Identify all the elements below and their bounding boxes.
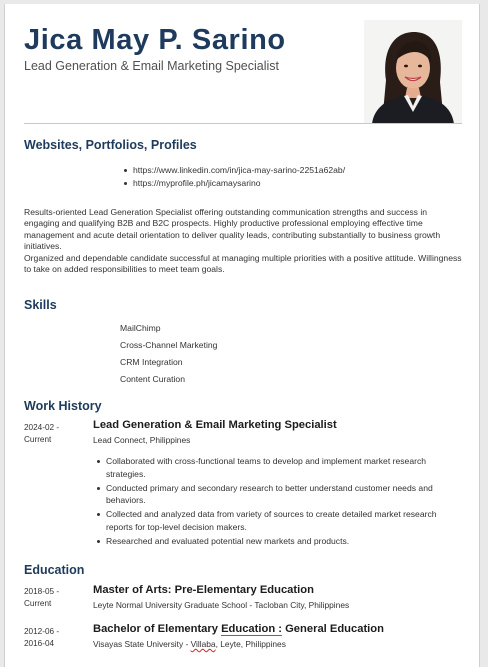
duty-item: Collaborated with cross-functional teams to develop and implement market research strategies.	[93, 455, 458, 480]
skill-item: Cross-Channel Marketing	[120, 340, 218, 350]
skills-heading: Skills	[24, 298, 57, 312]
job-date-start: 2024-02 -	[24, 423, 60, 432]
websites-heading: Websites, Portfolios, Profiles	[24, 138, 197, 152]
myprofile-link[interactable]: https://myprofile.ph/jicamaysarino	[122, 177, 345, 190]
edu-1-degree: Master of Arts: Pre-Elementary Education	[93, 584, 314, 596]
resume-page	[4, 4, 480, 667]
skills-list	[120, 322, 217, 390]
job-date-end: Current	[24, 435, 52, 444]
skill-item: MailChimp	[120, 323, 161, 333]
edu-2-school	[93, 639, 286, 649]
edu-2-degree-part: General Education	[282, 623, 384, 635]
edu-2-date-start: 2012-06 -	[24, 627, 60, 636]
linkedin-link[interactable]: https://www.linkedin.com/in/jica-may-sarino-2251a62ab/	[122, 164, 345, 177]
edu-2-date-end: 2016-04	[24, 639, 55, 648]
work-history-heading: Work History	[24, 399, 102, 413]
job-title: Lead Generation & Email Marketing Specialist	[93, 419, 337, 431]
edu-1-date-start: 2018-05 -	[24, 587, 60, 596]
edu-2-degree-underlined: Education :	[221, 623, 282, 635]
edu-2-school-misspelled: Villaba	[190, 639, 216, 649]
profile-photo	[364, 20, 462, 124]
edu-1-date-end: Current	[24, 599, 52, 608]
summary-paragraph-2: Organized and dependable candidate successful at managing multiple priorities with a positive attitude. Willingness to take on added responsibilities to meet team goals.	[24, 252, 462, 275]
edu-1-school: Leyte Normal University Graduate School - Tacloban City, Philippines	[93, 600, 350, 610]
education-heading: Education	[24, 563, 85, 577]
skill-item: CRM Integration	[120, 357, 183, 367]
duty-item: Researched and evaluated potential new markets and products.	[93, 535, 458, 548]
duty-item: Collected and analyzed data from variety of sources to create detailed market research reports for top-level decision makers.	[93, 508, 458, 533]
summary-paragraph-1: Results-oriented Lead Generation Specialist offering outstanding communication strengths and success in engaging and qualifying B2B and B2C prospects. Highly productive professional employing effective time management and acute detail orientation to deliver quality leads, contributing substantially to business growth initiatives.	[24, 207, 441, 252]
edu-2-school-part: Visayas State University -	[93, 639, 191, 649]
edu-2-degree	[93, 623, 384, 635]
job-duties-list	[93, 455, 458, 549]
candidate-name: Jica May P. Sarino	[24, 24, 286, 56]
duty-item: Conducted primary and secondary research to better understand customer needs and behaviors.	[93, 482, 458, 507]
website-links-list	[122, 164, 345, 189]
header-divider	[24, 123, 462, 124]
edu-2-degree-part: Bachelor of Elementary	[93, 623, 222, 635]
edu-2-school-part: , Leyte, Philippines	[215, 639, 286, 649]
skill-item: Content Curation	[120, 374, 185, 384]
professional-summary	[24, 207, 464, 275]
candidate-title: Lead Generation & Email Marketing Specialist	[24, 59, 279, 73]
portrait-image	[364, 20, 462, 124]
job-company: Lead Connect, Philippines	[93, 435, 191, 445]
